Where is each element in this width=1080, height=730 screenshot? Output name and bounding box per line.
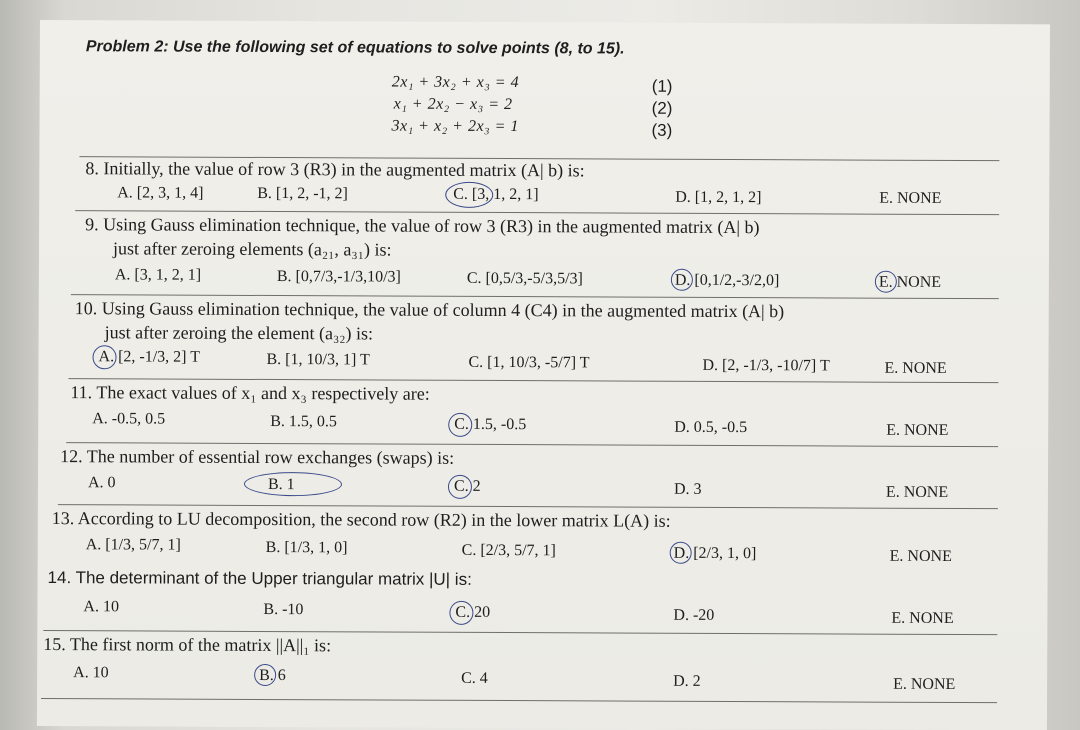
answer-mark-circle <box>244 472 342 496</box>
exam-page <box>37 20 1050 730</box>
q10-option-e: E. NONE <box>884 359 947 377</box>
q10-option-d: D. [2, -1/3, -10/7] T <box>702 356 830 375</box>
q11-option-e: E. NONE <box>886 421 949 439</box>
divider <box>41 698 997 703</box>
question-11-stem: 11. The exact values of x₁ and x₃ respectively are: <box>70 382 430 404</box>
q15-option-c: C. 4 <box>461 669 488 687</box>
answer-mark-circle <box>254 664 276 686</box>
question-10-stem-1: 10. Using Gauss elimination technique, the value of column 4 (C4) in the augmented matrix (A| b) <box>74 298 785 322</box>
q14-option-b: B. -10 <box>263 600 304 619</box>
equation-3: 3x₁ + x₂ + 2x₃ = 1 <box>391 117 519 136</box>
q15-option-e: E. NONE <box>893 675 956 694</box>
answer-mark-circle <box>445 182 493 208</box>
q12-option-c: C. 2 <box>453 477 481 495</box>
question-9-stem-1: 9. Using Gauss elimination technique, the value of row 3 (R3) in the augmented matrix (A| b) <box>85 214 760 238</box>
q13-option-d: D. [2/3, 1, 0] <box>673 544 757 563</box>
q15-option-b: B. 6 <box>259 666 286 685</box>
q11-option-a: A. -0.5, 0.5 <box>92 410 166 428</box>
q14-option-d: D. -20 <box>673 606 715 624</box>
q9-option-d: D. [0,1/2,-3/2,0] <box>674 271 780 290</box>
question-14-stem: 14. The determinant of the Upper triangular matrix |U| is: <box>47 568 472 589</box>
q13-option-c: C. [2/3, 5/7, 1] <box>461 541 556 560</box>
problem-title: Problem 2: Use the following set of equations to solve points (8, to 15). <box>85 38 625 58</box>
q13-option-a: A. [1/3, 5/7, 1] <box>85 536 181 554</box>
q13-option-e: E. NONE <box>889 547 952 565</box>
answer-mark-circle <box>92 345 116 369</box>
q10-option-a: A. [2, -1/3, 2] T <box>98 348 201 366</box>
answer-mark-circle <box>448 475 472 499</box>
question-10-stem-2: just after zeroing the element (a₃₂) is: <box>104 322 374 344</box>
q15-option-a: A. 10 <box>73 664 109 682</box>
equation-2: x₁ + 2x₂ − x₃ = 2 <box>393 95 513 114</box>
equation-number-3: (3) <box>651 120 673 140</box>
q12-option-b: B. 1 <box>267 475 295 494</box>
q14-option-a: A. 10 <box>83 598 120 616</box>
equation-number-2: (2) <box>651 98 673 118</box>
q12-option-d: D. 3 <box>673 480 702 498</box>
question-15-stem: 15. The first norm of the matrix ||A||₁ is: <box>43 634 332 656</box>
q8-option-d: D. [1, 2, 1, 2] <box>675 188 762 207</box>
q10-option-c: C. [1, 10/3, -5/7] T <box>468 353 590 372</box>
q8-option-b: B. [1, 2, -1, 2] <box>257 184 348 203</box>
q12-option-e: E. NONE <box>885 483 949 501</box>
question-12-stem: 12. The number of essential row exchanges (swaps) is: <box>60 446 455 468</box>
q14-option-c: C. 20 <box>455 603 491 621</box>
q15-option-d: D. 2 <box>673 672 701 690</box>
question-13-stem: 13. According to LU decomposition, the second row (R2) in the lower matrix L(A) is: <box>51 508 671 531</box>
answer-mark-circle <box>449 601 473 625</box>
equation-number-1: (1) <box>651 76 673 96</box>
q9-option-b: B. [0,7/3,-1/3,10/3] <box>276 268 401 286</box>
answer-mark-circle <box>670 542 692 564</box>
q9-option-c: C. [0,5/3,-5/3,5/3] <box>466 269 583 288</box>
q10-option-b: B. [1, 10/3, 1] T <box>266 350 370 369</box>
q11-option-c: C. 1.5, -0.5 <box>454 415 527 434</box>
q8-option-e: E. NONE <box>879 189 942 207</box>
answer-mark-circle <box>448 413 472 437</box>
q11-option-d: D. 0.5, -0.5 <box>674 418 748 437</box>
q8-option-a: A. [2, 3, 1, 4] <box>117 184 204 202</box>
question-8-stem: 8. Initially, the value of row 3 (R3) in the augmented matrix (A| b) is: <box>85 158 585 181</box>
q11-option-b: B. 1.5, 0.5 <box>270 413 337 431</box>
q9-option-e: E. NONE <box>878 273 942 291</box>
q8-option-c: C. [3, 1, 2, 1] <box>453 185 539 204</box>
answer-mark-circle <box>671 269 693 291</box>
q12-option-a: A. 0 <box>87 474 116 492</box>
answer-mark-circle <box>875 271 897 293</box>
q13-option-b: B. [1/3, 1, 0] <box>265 538 348 557</box>
q9-option-a: A. [3, 1, 2, 1] <box>114 266 202 284</box>
q14-option-e: E. NONE <box>891 609 954 627</box>
equation-1: 2x₁ + 3x₂ + x₃ = 4 <box>391 73 520 92</box>
question-9-stem-2: just after zeroing elements (a₂₁, a₃₁) is: <box>112 238 392 260</box>
